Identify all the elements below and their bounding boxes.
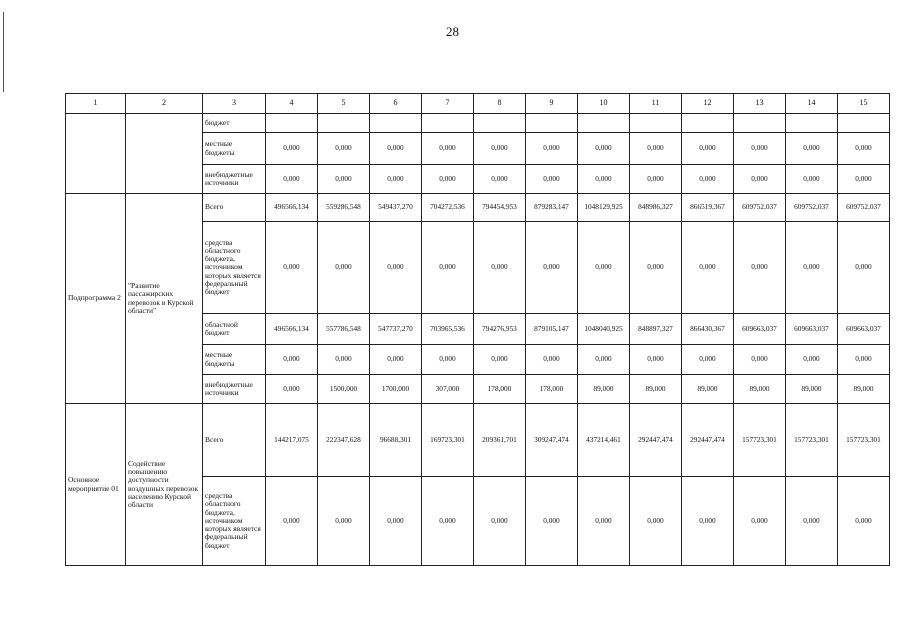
value-cell: 0,000 — [630, 133, 682, 165]
header-cell: 2 — [126, 94, 203, 114]
value-cell — [630, 114, 682, 133]
source-cell: средства областного бюджета, источником которых является федеральный бюджет — [203, 222, 266, 314]
header-cell: 5 — [318, 94, 370, 114]
status-cell — [66, 114, 126, 194]
value-cell — [838, 114, 890, 133]
value-cell: 0,000 — [422, 133, 474, 165]
value-cell — [734, 114, 786, 133]
value-cell: 0,000 — [266, 165, 318, 194]
header-cell: 14 — [786, 94, 838, 114]
value-cell: 0,000 — [682, 345, 734, 375]
header-cell: 13 — [734, 94, 786, 114]
value-cell: 0,000 — [786, 345, 838, 375]
page-number: 28 — [446, 24, 459, 39]
value-cell: 609663,037 — [786, 314, 838, 345]
budget-table — [65, 93, 890, 566]
value-cell: 0,000 — [474, 477, 526, 566]
value-cell: 89,000 — [838, 375, 890, 404]
source-cell: местные бюджеты — [203, 345, 266, 375]
table-row — [66, 404, 890, 477]
header-cell: 1 — [66, 94, 126, 114]
value-cell: 0,000 — [838, 165, 890, 194]
value-cell: 0,000 — [526, 477, 578, 566]
value-cell: 0,000 — [266, 375, 318, 404]
value-cell: 848986,327 — [630, 194, 682, 222]
value-cell: 1048129,925 — [578, 194, 630, 222]
value-cell: 292447,474 — [630, 404, 682, 477]
value-cell: 157723,301 — [786, 404, 838, 477]
value-cell: 209361,701 — [474, 404, 526, 477]
header-cell: 9 — [526, 94, 578, 114]
value-cell: 0,000 — [786, 133, 838, 165]
source-cell: бюджет — [203, 114, 266, 133]
source-cell: областной бюджет — [203, 314, 266, 345]
header-cell: 4 — [266, 94, 318, 114]
value-cell — [370, 114, 422, 133]
name-cell — [126, 114, 203, 194]
value-cell: 496566,134 — [266, 194, 318, 222]
value-cell: 0,000 — [370, 222, 422, 314]
value-cell: 0,000 — [318, 133, 370, 165]
value-cell: 89,000 — [682, 375, 734, 404]
value-cell: 0,000 — [474, 222, 526, 314]
value-cell: 0,000 — [682, 222, 734, 314]
value-cell: 0,000 — [734, 477, 786, 566]
value-cell: 0,000 — [838, 477, 890, 566]
value-cell: 794276,953 — [474, 314, 526, 345]
status-cell: Подпрограмма 2 — [66, 194, 126, 404]
value-cell: 0,000 — [734, 165, 786, 194]
value-cell: 794454,953 — [474, 194, 526, 222]
value-cell: 0,000 — [266, 222, 318, 314]
value-cell: 0,000 — [734, 345, 786, 375]
value-cell — [526, 114, 578, 133]
value-cell: 547737,270 — [370, 314, 422, 345]
value-cell: 0,000 — [266, 345, 318, 375]
header-cell: 12 — [682, 94, 734, 114]
value-cell: 96688,301 — [370, 404, 422, 477]
value-cell — [682, 114, 734, 133]
value-cell: 609663,037 — [838, 314, 890, 345]
name-cell: Содействие повышению доступности воздушных перевозок населению Курской области — [126, 404, 203, 566]
value-cell: 89,000 — [786, 375, 838, 404]
value-cell: 0,000 — [838, 222, 890, 314]
value-cell: 0,000 — [526, 345, 578, 375]
value-cell: 178,000 — [526, 375, 578, 404]
value-cell — [422, 114, 474, 133]
value-cell: 0,000 — [474, 133, 526, 165]
value-cell: 157723,301 — [734, 404, 786, 477]
value-cell — [318, 114, 370, 133]
value-cell — [474, 114, 526, 133]
source-cell: внебюджетные источники — [203, 375, 266, 404]
value-cell: 866430,367 — [682, 314, 734, 345]
value-cell: 222347,628 — [318, 404, 370, 477]
header-cell: 11 — [630, 94, 682, 114]
value-cell: 0,000 — [422, 345, 474, 375]
value-cell: 0,000 — [318, 345, 370, 375]
value-cell: 0,000 — [422, 165, 474, 194]
value-cell: 0,000 — [682, 165, 734, 194]
value-cell: 1048040,925 — [578, 314, 630, 345]
value-cell: 0,000 — [630, 345, 682, 375]
value-cell: 879283,147 — [526, 194, 578, 222]
value-cell: 157723,301 — [838, 404, 890, 477]
value-cell: 496566,134 — [266, 314, 318, 345]
source-cell: средства областного бюджета, источником которых является федеральный бюджет — [203, 477, 266, 566]
value-cell — [578, 114, 630, 133]
header-cell: 10 — [578, 94, 630, 114]
value-cell: 703965,536 — [422, 314, 474, 345]
value-cell: 704272,536 — [422, 194, 474, 222]
header-cell: 15 — [838, 94, 890, 114]
header-cell: 7 — [422, 94, 474, 114]
value-cell: 144217,075 — [266, 404, 318, 477]
value-cell: 0,000 — [318, 477, 370, 566]
value-cell: 437214,461 — [578, 404, 630, 477]
value-cell: 0,000 — [370, 165, 422, 194]
value-cell: 0,000 — [318, 222, 370, 314]
value-cell: 89,000 — [734, 375, 786, 404]
value-cell: 559286,548 — [318, 194, 370, 222]
header-cell: 3 — [203, 94, 266, 114]
value-cell: 0,000 — [474, 165, 526, 194]
table-row — [66, 194, 890, 222]
source-cell: Всего — [203, 194, 266, 222]
value-cell: 0,000 — [630, 222, 682, 314]
value-cell: 1500,000 — [318, 375, 370, 404]
value-cell: 89,000 — [630, 375, 682, 404]
status-cell: Основное мероприятие 01 — [66, 404, 126, 566]
value-cell: 866519,367 — [682, 194, 734, 222]
value-cell: 0,000 — [526, 222, 578, 314]
value-cell: 0,000 — [526, 165, 578, 194]
value-cell: 0,000 — [578, 477, 630, 566]
value-cell: 0,000 — [734, 222, 786, 314]
value-cell: 0,000 — [578, 133, 630, 165]
value-cell: 0,000 — [370, 477, 422, 566]
value-cell: 169723,301 — [422, 404, 474, 477]
value-cell: 89,000 — [578, 375, 630, 404]
value-cell: 309247,474 — [526, 404, 578, 477]
value-cell: 0,000 — [266, 477, 318, 566]
header-cell: 8 — [474, 94, 526, 114]
value-cell: 609663,037 — [734, 314, 786, 345]
source-cell: местные бюджеты — [203, 133, 266, 165]
value-cell: 0,000 — [786, 165, 838, 194]
value-cell: 0,000 — [578, 165, 630, 194]
value-cell: 0,000 — [422, 477, 474, 566]
value-cell: 0,000 — [682, 133, 734, 165]
header-row — [66, 94, 890, 114]
value-cell: 0,000 — [630, 477, 682, 566]
header-cell: 6 — [370, 94, 422, 114]
value-cell: 178,000 — [474, 375, 526, 404]
value-cell: 292447,474 — [682, 404, 734, 477]
value-cell: 0,000 — [838, 345, 890, 375]
value-cell: 0,000 — [578, 345, 630, 375]
value-cell: 0,000 — [474, 345, 526, 375]
value-cell: 0,000 — [578, 222, 630, 314]
source-cell: Всего — [203, 404, 266, 477]
table-row — [66, 114, 890, 133]
value-cell: 549437,270 — [370, 194, 422, 222]
source-cell: внебюджетные источники — [203, 165, 266, 194]
value-cell: 307,000 — [422, 375, 474, 404]
value-cell: 0,000 — [422, 222, 474, 314]
value-cell — [786, 114, 838, 133]
value-cell: 557786,548 — [318, 314, 370, 345]
value-cell: 0,000 — [370, 133, 422, 165]
value-cell: 0,000 — [630, 165, 682, 194]
value-cell: 609752,037 — [734, 194, 786, 222]
value-cell: 0,000 — [786, 222, 838, 314]
name-cell: "Развитие пассажирских перевозок в Курской области" — [126, 194, 203, 404]
value-cell: 0,000 — [838, 133, 890, 165]
value-cell: 0,000 — [526, 133, 578, 165]
value-cell: 0,000 — [318, 165, 370, 194]
value-cell: 879105,147 — [526, 314, 578, 345]
value-cell: 609752,037 — [786, 194, 838, 222]
value-cell: 0,000 — [786, 477, 838, 566]
value-cell: 0,000 — [734, 133, 786, 165]
value-cell: 0,000 — [682, 477, 734, 566]
value-cell: 848897,327 — [630, 314, 682, 345]
value-cell — [266, 114, 318, 133]
value-cell: 609752,037 — [838, 194, 890, 222]
value-cell: 0,000 — [266, 133, 318, 165]
value-cell: 1700,000 — [370, 375, 422, 404]
value-cell: 0,000 — [370, 345, 422, 375]
